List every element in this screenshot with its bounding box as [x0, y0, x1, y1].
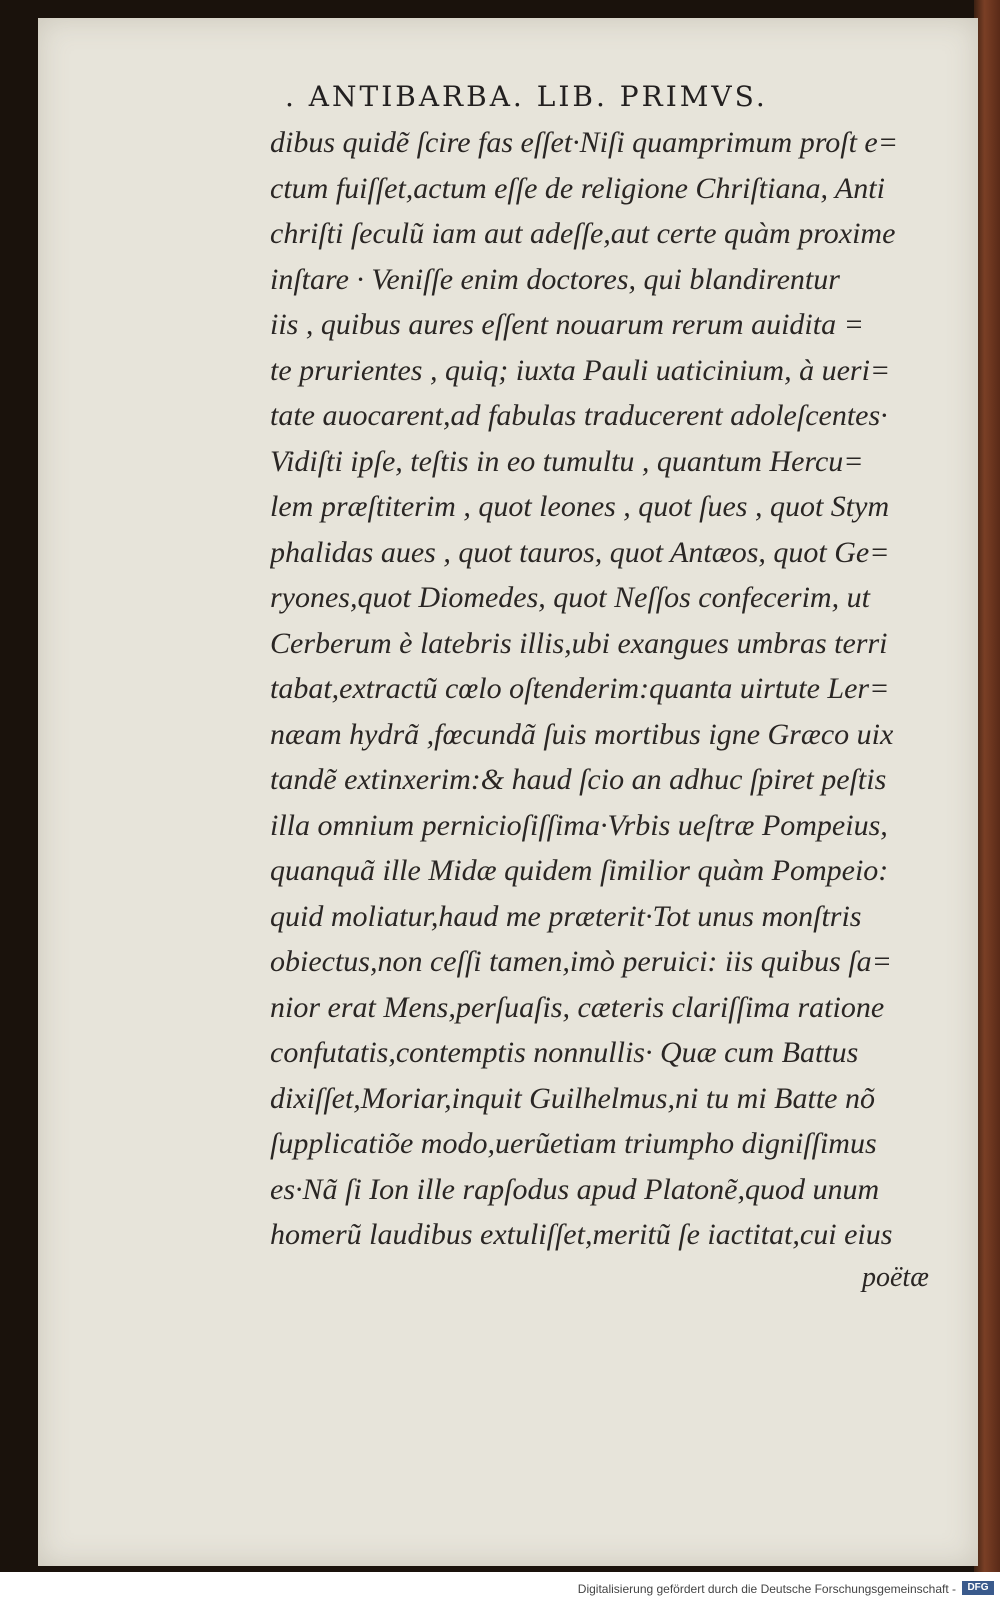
- text-line: es·Nã ſi Ion ille rapſodus apud Platonẽ,quod unum: [270, 1172, 880, 1206]
- text-line: tabat,extractũ cœlo oſtenderim:quanta uirtute Ler=: [270, 672, 890, 705]
- text-line: phalidas aues , quot tauros, quot Antæos, quot Ge=: [270, 535, 890, 569]
- text-line: næam hydrã ,fœcundã ſuis mortibus igne Græco uix: [270, 717, 894, 751]
- text-line: lem præſtiterim , quot leones , quot ſues , quot Stym: [270, 490, 890, 523]
- text-line: chriſti ſeculũ iam aut adeſſe,aut certe quàm proxime: [270, 217, 896, 250]
- text-line: Vidiſti ipſe, teſtis in eo tumultu , quantum Hercu=: [270, 444, 864, 478]
- text-line: te prurientes , quiq; iuxta Pauli uaticinium, à ueri=: [270, 353, 891, 387]
- text-line: Cerberum è latebris illis,ubi exangues umbras terri: [270, 626, 888, 660]
- text-line: quanquã ille Midæ quidem ſimilior quàm Pompeio:: [270, 854, 889, 887]
- text-line: iis , quibus aures eſſent nouarum rerum auidita =: [270, 308, 864, 341]
- catchword: poëtæ: [862, 1262, 929, 1293]
- footer-credit: Digitalisierung gefördert durch die Deutsche Forschungsgemeinschaft -: [577, 1582, 956, 1596]
- text-line: ryones,quot Diomedes, quot Neſſos confecerim, ut: [270, 581, 870, 614]
- text-line: ſupplicatiõe modo,uerũetiam triumpho digniſſimus: [270, 1127, 877, 1160]
- dfg-logo: DFG: [962, 1581, 994, 1595]
- running-head: . ANTIBARBA. LIB. PRIMVS.: [285, 80, 768, 113]
- text-line: illa omnium pernicioſiſſima·Vrbis ueſtræ Pompeius,: [270, 808, 888, 842]
- text-line: dibus quidẽ ſcire fas eſſet·Niſi quamprimum proſt e=: [270, 126, 898, 159]
- text-line: inſtare · Veniſſe enim doctores, qui blandirentur: [270, 262, 840, 296]
- text-line: homerũ laudibus extuliſſet,meritũ ſe iactitat,cui eius: [270, 1218, 893, 1251]
- text-line: obiectus,non ceſſi tamen,imò peruici: iis quibus ſa=: [270, 945, 892, 978]
- body-text: [270, 120, 960, 1258]
- text-line: ctum fuiſſet,actum eſſe de religione Chriſtiana, Anti: [270, 171, 885, 205]
- text-line: confutatis,contemptis nonnullis· Quæ cum Battus: [270, 1036, 859, 1069]
- text-line: quid moliatur,haud me præterit·Tot unus monſtris: [270, 899, 862, 933]
- text-line: dixiſſet,Moriar,inquit Guilhelmus,ni tu mi Batte nõ: [270, 1081, 875, 1115]
- text-line: tate auocarent,ad fabulas traducerent adoleſcentes·: [270, 399, 888, 432]
- text-line: nior erat Mens,perſuaſis, cæteris clariſſima ratione: [270, 990, 885, 1024]
- text-line: tandẽ extinxerim:& haud ſcio an adhuc ſpiret peſtis: [270, 763, 887, 796]
